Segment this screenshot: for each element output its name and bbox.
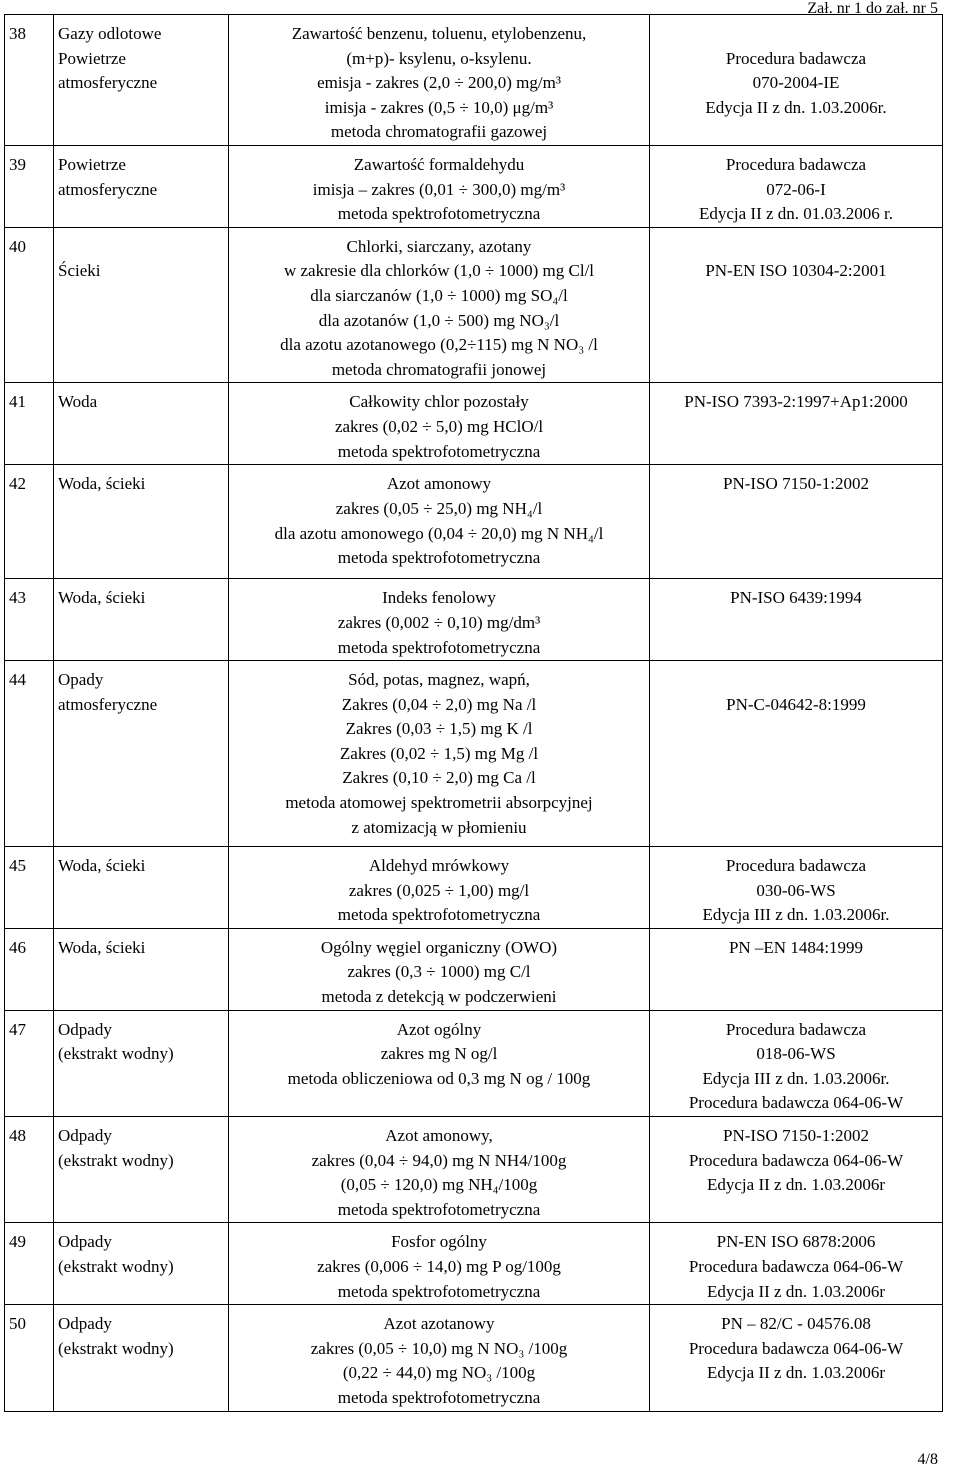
standard-reference-line: PN-ISO 6439:1994	[730, 588, 862, 608]
method-description	[229, 579, 650, 661]
standard-reference-line: Edycja III z dn. 1.03.2006r.	[702, 905, 890, 925]
method-description	[229, 1117, 650, 1223]
method-description-line: zakres (0,02 ÷ 5,0) mg HClO/l	[334, 416, 544, 436]
methods-table	[4, 14, 943, 1412]
table-row	[5, 1010, 943, 1116]
sample-type	[54, 227, 229, 383]
standard-reference	[650, 1305, 943, 1411]
sample-type	[54, 1223, 229, 1305]
method-description	[229, 1223, 650, 1305]
method-description	[229, 15, 650, 146]
method-description-line: dla azotu azotanowego (0,2÷115) mg N NO₃ /l	[280, 335, 598, 355]
standard-reference-line: PN-EN ISO 10304-2:2001	[705, 261, 887, 281]
standard-reference-line: PN-ISO 7150-1:2002	[723, 474, 869, 494]
sample-type-line: Powietrze	[58, 48, 126, 68]
standard-reference-line: Procedura badawcza 064-06-W	[688, 1338, 904, 1358]
method-description-line: dla siarczanów (1,0 ÷ 1000) mg SO₄/l	[310, 285, 568, 305]
method-description-line: metoda chromatografii gazowej	[330, 122, 548, 142]
method-description	[229, 847, 650, 929]
sample-type-line: (ekstrakt wodny)	[58, 1150, 174, 1170]
sample-type-line	[58, 235, 224, 260]
sample-type	[54, 383, 229, 465]
standard-reference-line	[654, 22, 938, 47]
row-number: 46	[5, 928, 54, 1010]
sample-type-line: Gazy odlotowe	[58, 24, 162, 43]
standard-reference-line: Procedura badawcza	[725, 48, 867, 68]
page-number: 4/8	[917, 1451, 938, 1468]
row-number: 50	[5, 1305, 54, 1411]
standard-reference	[650, 579, 943, 661]
row-number: 41	[5, 383, 54, 465]
standard-reference-line: Edycja III z dn. 1.03.2006r.	[702, 1068, 890, 1088]
sample-type	[54, 661, 229, 847]
methods-table-body	[5, 15, 943, 1412]
row-number: 38	[5, 15, 54, 146]
method-description-line: Zakres (0,10 ÷ 2,0) mg Ca /l	[342, 768, 536, 788]
standard-reference-line: Edycja II z dn. 1.03.2006r	[707, 1363, 885, 1383]
method-description-line: zakres mg N og/l	[380, 1044, 498, 1064]
method-description-line: zakres (0,3 ÷ 1000) mg C/l	[347, 962, 531, 982]
attachment-note: Zał. nr 1 do zał. nr 5	[807, 0, 938, 17]
standard-reference-line: Edycja II z dn. 1.03.2006r	[707, 1281, 885, 1301]
sample-type	[54, 579, 229, 661]
standard-reference	[650, 227, 943, 383]
standard-reference-line: 018-06-WS	[756, 1044, 836, 1064]
method-description	[229, 227, 650, 383]
row-number: 42	[5, 465, 54, 579]
method-description-line: imisja – zakres (0,01 ÷ 300,0) mg/m³	[312, 179, 566, 199]
method-description	[229, 1305, 650, 1411]
row-number: 47	[5, 1010, 54, 1116]
method-description-line: emisja - zakres (2,0 ÷ 200,0) mg/m³	[317, 73, 561, 93]
method-description-line: Zawartość formaldehydu	[353, 154, 525, 174]
method-description-line: Chlorki, siarczany, azotany	[346, 236, 532, 256]
standard-reference-line: 070-2004-IE	[752, 73, 840, 93]
method-description-line: metoda spektrofotometryczna	[337, 905, 541, 925]
sample-type-line: Ścieki	[58, 261, 101, 281]
sample-type	[54, 847, 229, 929]
sample-type	[54, 928, 229, 1010]
standard-reference-line: Edycja II z dn. 1.03.2006r.	[705, 97, 887, 117]
method-description-line: z atomizacją w płomieniu	[351, 817, 527, 837]
method-description-line: zakres (0,025 ÷ 1,00) mg/l	[348, 880, 530, 900]
method-description-line: Zakres (0,02 ÷ 1,5) mg Mg /l	[339, 743, 539, 763]
table-row	[5, 145, 943, 227]
sample-type-line: Odpady	[58, 1314, 112, 1334]
standard-reference-line: PN-ISO 7150-1:2002	[723, 1126, 869, 1146]
method-description-line: Zakres (0,04 ÷ 2,0) mg Na /l	[341, 694, 537, 714]
sample-type-line: Odpady	[58, 1019, 112, 1039]
standard-reference	[650, 1117, 943, 1223]
method-description-line: Fosfor ogólny	[391, 1232, 487, 1252]
standard-reference-line: 072-06-I	[766, 179, 826, 199]
method-description-line: metoda spektrofotometryczna	[337, 1387, 541, 1407]
standard-reference-line: PN –EN 1484:1999	[728, 937, 864, 957]
standard-reference-line: Procedura badawcza 064-06-W	[688, 1150, 904, 1170]
method-description-line: metoda spektrofotometryczna	[337, 548, 541, 568]
table-row	[5, 661, 943, 847]
sample-type-line: Woda, ścieki	[58, 856, 146, 876]
row-number: 43	[5, 579, 54, 661]
standard-reference	[650, 661, 943, 847]
standard-reference-line	[654, 668, 938, 693]
standard-reference-line: PN-ISO 7393-2:1997+Ap1:2000	[684, 392, 908, 412]
standard-reference	[650, 1223, 943, 1305]
method-description	[229, 145, 650, 227]
table-row	[5, 465, 943, 579]
table-row	[5, 1223, 943, 1305]
method-description-line: w zakresie dla chlorków (1,0 ÷ 1000) mg Cl/l	[283, 261, 595, 281]
method-description-line: (0,05 ÷ 120,0) mg NH₄/100g	[340, 1175, 538, 1195]
standard-reference	[650, 383, 943, 465]
standard-reference-line: Procedura badawcza 064-06-W	[688, 1093, 904, 1113]
standard-reference-line: Edycja II z dn. 01.03.2006 r.	[698, 204, 894, 224]
method-description-line: metoda chromatografii jonowej	[331, 359, 547, 379]
sample-type	[54, 15, 229, 146]
method-description-line: Ogólny węgiel organiczny (OWO)	[320, 937, 558, 957]
sample-type-line: atmosferyczne	[58, 694, 158, 714]
method-description-line: Azot amonowy,	[385, 1126, 493, 1146]
method-description-line: Indeks fenolowy	[382, 588, 496, 608]
standard-reference-line: PN – 82/C - 04576.08	[721, 1314, 871, 1334]
method-description-line: (0,22 ÷ 44,0) mg NO₃ /100g	[342, 1363, 536, 1383]
sample-type-line: atmosferyczne	[58, 179, 158, 199]
method-description	[229, 1010, 650, 1116]
standard-reference	[650, 465, 943, 579]
method-description-line: metoda z detekcją w podczerwieni	[321, 987, 557, 1007]
method-description-line: Aldehyd mrówkowy	[368, 856, 510, 876]
method-description-line: Azot azotanowy	[383, 1314, 495, 1334]
sample-type	[54, 465, 229, 579]
sample-type	[54, 145, 229, 227]
method-description-line: metoda atomowej spektrometrii absorpcyjnej	[285, 793, 593, 813]
row-number: 48	[5, 1117, 54, 1223]
table-row	[5, 579, 943, 661]
standard-reference-line: Procedura badawcza	[725, 1019, 867, 1039]
table-row	[5, 227, 943, 383]
sample-type-line: Woda, ścieki	[58, 588, 146, 608]
standard-reference-line: PN-EN ISO 6878:2006	[716, 1232, 876, 1252]
method-description-line: zakres (0,002 ÷ 0,10) mg/dm³	[337, 612, 541, 632]
standard-reference	[650, 145, 943, 227]
standard-reference	[650, 15, 943, 146]
row-number: 49	[5, 1223, 54, 1305]
sample-type-line: Opady	[58, 670, 104, 690]
standard-reference-line: Procedura badawcza	[725, 154, 867, 174]
method-description-line: Azot amonowy	[386, 474, 492, 494]
standard-reference	[650, 847, 943, 929]
method-description-line: Zakres (0,03 ÷ 1,5) mg K /l	[345, 719, 533, 739]
sample-type	[54, 1305, 229, 1411]
sample-type-line: atmosferyczne	[58, 73, 158, 93]
method-description	[229, 383, 650, 465]
sample-type	[54, 1010, 229, 1116]
method-description-line: Sód, potas, magnez, wapń,	[348, 670, 530, 690]
sample-type-line: (ekstrakt wodny)	[58, 1257, 174, 1276]
standard-reference-line: Procedura badawcza 064-06-W	[688, 1257, 904, 1276]
method-description	[229, 465, 650, 579]
method-description-line: zakres (0,04 ÷ 94,0) mg N NH4/100g	[311, 1150, 567, 1170]
method-description-line: metoda spektrofotometryczna	[337, 637, 541, 657]
sample-type-line: Powietrze	[58, 154, 126, 174]
method-description-line: zakres (0,006 ÷ 14,0) mg P og/100g	[317, 1257, 561, 1276]
method-description-line: metoda obliczeniowa od 0,3 mg N og / 100g	[287, 1068, 591, 1088]
method-description-line: metoda spektrofotometryczna	[337, 1199, 541, 1219]
sample-type-line: Woda, ścieki	[58, 937, 146, 957]
table-row	[5, 847, 943, 929]
method-description-line: dla azotu amonowego (0,04 ÷ 20,0) mg N NH₄/l	[274, 523, 604, 543]
method-description	[229, 928, 650, 1010]
table-row	[5, 928, 943, 1010]
method-description-line: metoda spektrofotometryczna	[337, 1281, 541, 1301]
method-description-line: Zawartość benzenu, toluenu, etylobenzenu,	[291, 24, 587, 43]
method-description-line: Całkowity chlor pozostały	[349, 392, 529, 412]
method-description-line: metoda spektrofotometryczna	[337, 204, 541, 224]
sample-type-line: Woda	[58, 392, 98, 412]
method-description-line: dla azotanów (1,0 ÷ 500) mg NO₃/l	[318, 310, 560, 330]
table-row	[5, 1117, 943, 1223]
standard-reference	[650, 928, 943, 1010]
sample-type-line: (ekstrakt wodny)	[58, 1338, 174, 1358]
table-row	[5, 383, 943, 465]
sample-type-line: Odpady	[58, 1126, 112, 1146]
row-number: 39	[5, 145, 54, 227]
row-number: 40	[5, 227, 54, 383]
sample-type-line: Woda, ścieki	[58, 474, 146, 494]
row-number: 44	[5, 661, 54, 847]
method-description-line: imisja - zakres (0,5 ÷ 10,0) μg/m³	[324, 97, 554, 117]
method-description-line: Azot ogólny	[396, 1019, 482, 1039]
method-description-line: metoda spektrofotometryczna	[337, 441, 541, 461]
standard-reference-line: Edycja II z dn. 1.03.2006r	[707, 1175, 885, 1195]
table-row	[5, 15, 943, 146]
standard-reference-line: 030-06-WS	[756, 880, 836, 900]
standard-reference-line: Procedura badawcza	[725, 856, 867, 876]
method-description-line: (m+p)- ksylenu, o-ksylenu.	[346, 48, 532, 68]
method-description-line: zakres (0,05 ÷ 10,0) mg N NO₃ /100g	[310, 1338, 568, 1358]
sample-type-line: Odpady	[58, 1232, 112, 1252]
row-number: 45	[5, 847, 54, 929]
standard-reference-line: PN-C-04642-8:1999	[726, 694, 866, 714]
standard-reference-line	[654, 235, 938, 260]
method-description	[229, 661, 650, 847]
table-row	[5, 1305, 943, 1411]
sample-type	[54, 1117, 229, 1223]
standard-reference	[650, 1010, 943, 1116]
sample-type-line: (ekstrakt wodny)	[58, 1044, 174, 1064]
method-description-line: zakres (0,05 ÷ 25,0) mg NH₄/l	[335, 498, 543, 518]
